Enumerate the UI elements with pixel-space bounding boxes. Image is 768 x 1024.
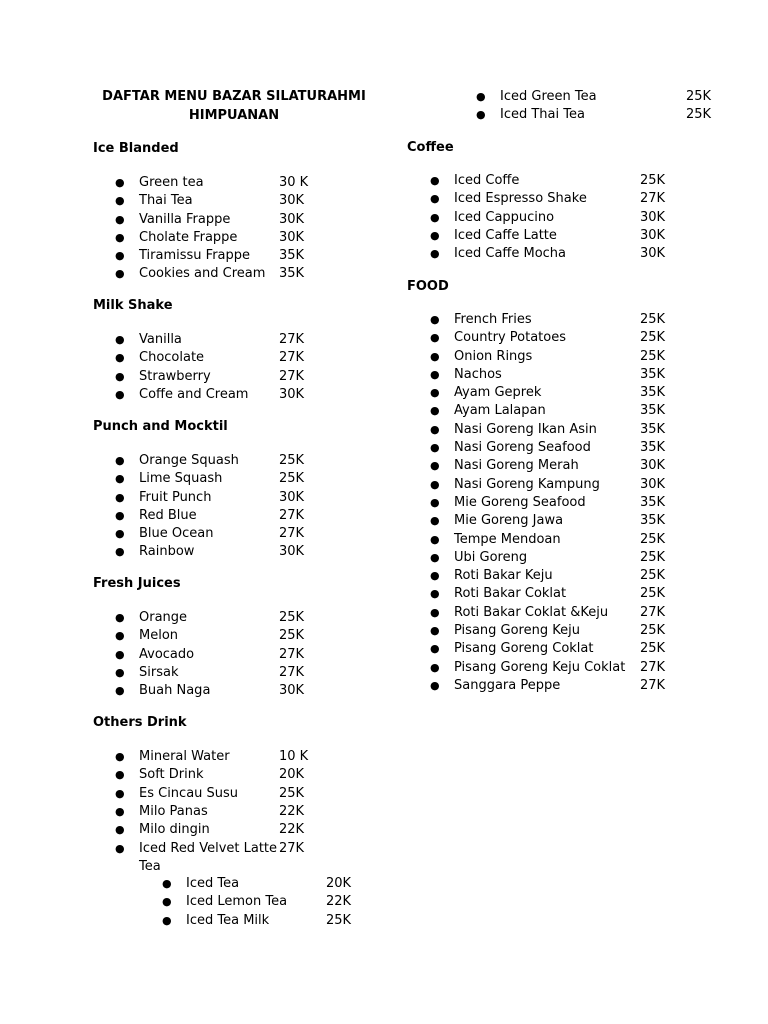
item-name: Tiramissu Frappe [139, 248, 251, 264]
bullet-icon: ● [430, 587, 440, 601]
bullet-icon: ● [115, 351, 125, 365]
list-item [115, 229, 335, 247]
item-name: Mie Goreng Seafood [454, 494, 586, 510]
list-item [430, 402, 690, 420]
bullet-icon: ● [115, 804, 125, 818]
list-item [115, 386, 335, 404]
item-name: French Fries [454, 312, 532, 327]
item-name: Soft Drink [139, 767, 204, 783]
list-item [430, 585, 690, 603]
item-price: 30K [640, 458, 666, 474]
bullet-icon: ● [430, 459, 440, 473]
list-item [115, 803, 335, 821]
list-item [115, 609, 335, 627]
bullet-icon: ● [115, 387, 125, 401]
list-item [115, 821, 335, 839]
item-price: 25K [686, 107, 712, 123]
item-name: Iced Tea Milk [186, 912, 270, 928]
list-item [115, 331, 335, 349]
bullet-icon: ● [430, 660, 440, 674]
item-name: Nasi Goreng Merah [454, 458, 579, 474]
bullet-icon: ● [430, 247, 440, 261]
item-price: 25K [640, 549, 666, 565]
heading-fresh-juices: Fresh Juices [93, 576, 181, 591]
item-name: Orange Squash [139, 453, 239, 468]
item-price: 27K [279, 332, 305, 347]
bullet-icon: ● [430, 386, 440, 400]
list-item [430, 494, 690, 512]
list-item [115, 247, 335, 265]
list-item [115, 507, 335, 525]
item-name: Green tea [139, 175, 204, 190]
item-name: Coffe and Cream [139, 386, 249, 402]
item-price: 27K [279, 664, 305, 680]
title-line-2: HIMPUANAN [188, 108, 280, 123]
item-price: 25K [326, 912, 352, 928]
item-name: Nasi Goreng Ikan Asin [454, 421, 597, 437]
bullet-icon: ● [115, 490, 125, 504]
item-name: Melon [139, 628, 179, 644]
bullet-icon: ● [115, 768, 125, 782]
item-price: 25K [640, 586, 666, 602]
bullet-icon: ● [115, 611, 125, 624]
item-price: 27K [279, 646, 305, 662]
item-price: 27K [640, 659, 666, 675]
item-price: 25K [640, 330, 666, 346]
list-item [430, 512, 690, 530]
list-item [476, 106, 712, 124]
item-name: Pisang Goreng Coklat [454, 641, 594, 657]
item-price: 25K [686, 89, 712, 104]
item-price: 30 K [279, 175, 309, 190]
bullet-icon: ● [115, 647, 125, 661]
item-name: Red Blue [139, 507, 197, 523]
item-name: Iced Tea [186, 876, 240, 891]
item-name: Roti Bakar Keju [454, 568, 553, 584]
bullet-icon: ● [430, 642, 440, 656]
item-name: Vanilla [139, 332, 182, 347]
list-item [430, 531, 690, 549]
list-item [162, 893, 382, 911]
item-price: 25K [279, 471, 305, 487]
bullet-icon: ● [430, 441, 440, 455]
item-name: Onion Rings [454, 348, 533, 364]
item-price: 25K [640, 641, 666, 657]
item-price: 22K [326, 894, 352, 910]
item-price: 27K [279, 507, 305, 523]
item-name: Lime Squash [139, 471, 223, 487]
bullet-icon: ● [162, 895, 172, 909]
heading-ice-blanded: Ice Blanded [93, 141, 179, 156]
item-price: 25K [640, 173, 666, 188]
bullet-icon: ● [476, 90, 486, 103]
bullet-icon: ● [115, 472, 125, 486]
item-price: 35K [640, 403, 666, 419]
bullet-icon: ● [430, 349, 440, 363]
item-name: Nachos [454, 366, 502, 382]
item-name: Iced Lemon Tea [186, 894, 288, 910]
bullet-icon: ● [115, 267, 125, 281]
item-name: Pisang Goreng Keju Coklat [454, 659, 626, 675]
list-item [430, 604, 690, 622]
bullet-icon: ● [115, 454, 125, 467]
bullet-icon: ● [115, 194, 125, 208]
list-item [430, 245, 690, 263]
item-name: Rainbow [139, 544, 195, 560]
list-coffee [430, 172, 690, 263]
list-punch [115, 452, 335, 562]
bullet-icon: ● [430, 228, 440, 242]
list-milk-shake [115, 331, 335, 404]
bullet-icon: ● [430, 192, 440, 206]
item-name: Iced Caffe Mocha [454, 246, 567, 262]
item-name: Mie Goreng Jawa [454, 513, 564, 529]
list-item [430, 209, 690, 227]
item-price: 30K [279, 386, 305, 402]
item-name: Roti Bakar Coklat [454, 586, 567, 602]
item-name-line-1: Iced Red Velvet Latte [139, 841, 278, 856]
item-name: Chocolate [139, 350, 205, 366]
list-item [115, 349, 335, 367]
item-name: Ubi Goreng [454, 549, 528, 565]
list-item [115, 785, 335, 803]
list-item [430, 172, 690, 190]
heading-food: FOOD [407, 279, 449, 294]
item-price: 30K [640, 227, 666, 243]
bullet-icon: ● [162, 913, 172, 927]
item-name: Nasi Goreng Seafood [454, 440, 591, 456]
item-name: Iced Thai Tea [500, 107, 585, 123]
item-name: Es Cincau Susu [139, 785, 239, 801]
item-price: 30K [279, 489, 305, 505]
item-price: 20K [279, 767, 305, 783]
bullet-icon: ● [430, 678, 440, 692]
item-price: 35K [640, 494, 666, 510]
item-price: 22K [279, 803, 305, 819]
list-item [115, 525, 335, 543]
item-price: 27K [279, 350, 305, 366]
item-name: Cookies and Cream [139, 266, 266, 282]
item-price: 25K [640, 623, 666, 639]
list-item [430, 329, 690, 347]
list-item [430, 457, 690, 475]
bullet-icon: ● [430, 210, 440, 224]
item-price: 35K [640, 366, 666, 382]
item-price: 30K [279, 544, 305, 560]
bullet-icon: ● [115, 508, 125, 522]
item-price: 30K [279, 229, 305, 245]
bullet-icon: ● [430, 495, 440, 509]
list-tea-continued [476, 88, 712, 125]
bullet-icon: ● [115, 684, 125, 698]
item-name: Buah Naga [139, 683, 211, 699]
bullet-icon: ● [162, 877, 172, 890]
item-name: Orange [139, 610, 188, 625]
item-price: 35K [640, 440, 666, 456]
bullet-icon: ● [115, 823, 125, 837]
item-name: Strawberry [139, 368, 211, 384]
item-name: Iced Cappucino [454, 209, 555, 225]
item-name: Iced Espresso Shake [454, 191, 587, 207]
item-price: 35K [279, 266, 305, 282]
list-item [115, 748, 335, 766]
list-item [430, 622, 690, 640]
item-name: Country Potatoes [454, 330, 566, 346]
item-name: Tempe Mendoan [454, 531, 561, 547]
item-price: 30K [640, 246, 666, 262]
item-name: Milo dingin [139, 822, 210, 838]
list-others-drink [115, 748, 335, 839]
bullet-icon: ● [115, 545, 125, 559]
bullet-icon: ● [430, 605, 440, 619]
list-tea-nested [162, 875, 382, 930]
bullet-icon: ● [115, 527, 125, 541]
item-price: 27K [279, 841, 305, 856]
item-name: Mineral Water [139, 749, 230, 764]
item-price: 27K [640, 677, 666, 693]
list-item [115, 174, 335, 192]
list-item [115, 489, 335, 507]
bullet-icon: ● [115, 629, 125, 643]
item-price: 20K [326, 876, 352, 891]
item-price: 30K [279, 193, 305, 209]
item-name: Fruit Punch [139, 489, 212, 505]
item-price: 10 K [279, 749, 309, 764]
item-name: Avocado [139, 646, 195, 662]
item-name: Iced Coffe [454, 173, 520, 188]
list-item [430, 421, 690, 439]
bullet-icon: ● [430, 569, 440, 583]
list-item [430, 311, 690, 329]
item-name: Milo Panas [139, 803, 208, 819]
bullet-icon: ● [115, 212, 125, 226]
item-price: 25K [640, 312, 666, 327]
list-item [115, 682, 335, 700]
item-price: 35K [640, 513, 666, 529]
bullet-icon: ● [430, 550, 440, 564]
item-name: Iced Caffe Latte [454, 227, 557, 243]
item-price: 25K [640, 531, 666, 547]
list-item [162, 912, 382, 930]
bullet-icon: ● [115, 665, 125, 679]
list-item [430, 640, 690, 658]
list-item [430, 549, 690, 567]
item-price: 25K [279, 610, 305, 625]
item-name: Pisang Goreng Keju [454, 623, 580, 639]
bullet-icon: ● [430, 514, 440, 528]
list-item [115, 543, 335, 561]
list-item [115, 452, 335, 470]
bullet-icon: ● [430, 477, 440, 491]
item-name: Roti Bakar Coklat &Keju [454, 604, 609, 620]
bullet-icon: ● [115, 369, 125, 383]
list-item [115, 646, 335, 664]
list-item [162, 875, 382, 893]
item-name: Thai Tea [139, 193, 193, 209]
item-price: 25K [640, 568, 666, 584]
item-price: 30K [640, 476, 666, 492]
heading-punch: Punch and Mocktil [93, 419, 228, 434]
item-name: Blue Ocean [139, 526, 214, 542]
list-fresh-juices [115, 609, 335, 700]
list-item [430, 659, 690, 677]
item-price: 22K [279, 822, 305, 838]
item-name: Nasi Goreng Kampung [454, 476, 600, 492]
item-price: 27K [279, 526, 305, 542]
list-item [430, 677, 690, 695]
bullet-icon: ● [115, 333, 125, 346]
item-price: 35K [279, 248, 305, 264]
item-name: Sirsak [139, 664, 179, 680]
list-item [430, 348, 690, 366]
item-name: Sanggara Peppe [454, 677, 561, 693]
bullet-icon: ● [430, 367, 440, 381]
item-price: 25K [279, 628, 305, 644]
item-name: Iced Green Tea [500, 89, 597, 104]
bullet-icon: ● [476, 108, 486, 122]
title-line-1: DAFTAR MENU BAZAR SILATURAHMI [102, 89, 366, 104]
bullet-icon: ● [115, 230, 125, 244]
list-item [115, 265, 335, 283]
heading-coffee: Coffee [407, 140, 454, 155]
item-name: Vanilla Frappe [139, 211, 231, 227]
list-item [115, 766, 335, 784]
list-food [430, 311, 690, 695]
bullet-icon: ● [430, 532, 440, 546]
item-name: Ayam Lalapan [454, 403, 546, 419]
item-price: 25K [279, 453, 305, 468]
list-item [115, 470, 335, 488]
list-item [430, 384, 690, 402]
item-name-line-2: Tea [139, 859, 161, 874]
list-item [476, 88, 712, 106]
bullet-icon: ● [430, 422, 440, 436]
bullet-icon: ● [115, 750, 125, 763]
bullet-icon: ● [430, 624, 440, 638]
item-price: 35K [640, 385, 666, 401]
list-item [430, 366, 690, 384]
item-price: 35K [640, 421, 666, 437]
item-price: 30K [640, 209, 666, 225]
list-item [115, 368, 335, 386]
list-item [115, 211, 335, 229]
list-item [430, 190, 690, 208]
list-item [430, 476, 690, 494]
bullet-icon: ● [430, 331, 440, 345]
item-name: Cholate Frappe [139, 229, 238, 245]
item-price: 27K [640, 604, 666, 620]
list-item [115, 664, 335, 682]
bullet-icon: ● [115, 786, 125, 800]
heading-milk-shake: Milk Shake [93, 298, 173, 313]
item-name: Ayam Geprek [454, 385, 542, 401]
item-price: 30K [279, 211, 305, 227]
list-item [430, 439, 690, 457]
bullet-icon: ● [430, 174, 440, 187]
item-price: 27K [279, 368, 305, 384]
list-item [115, 627, 335, 645]
bullet-icon: ● [115, 249, 125, 263]
item-price: 25K [279, 785, 305, 801]
item-price: 25K [640, 348, 666, 364]
item-price: 27K [640, 191, 666, 207]
bullet-icon: ● [430, 313, 440, 326]
list-item [430, 227, 690, 245]
bullet-icon: ● [115, 176, 125, 189]
page-title [100, 87, 368, 125]
bullet-icon: ● [430, 404, 440, 418]
list-ice-blanded [115, 174, 335, 284]
list-item [430, 567, 690, 585]
heading-others-drink: Others Drink [93, 715, 187, 730]
item-price: 30K [279, 683, 305, 699]
list-item [115, 192, 335, 210]
bullet-icon: ● [115, 842, 125, 855]
